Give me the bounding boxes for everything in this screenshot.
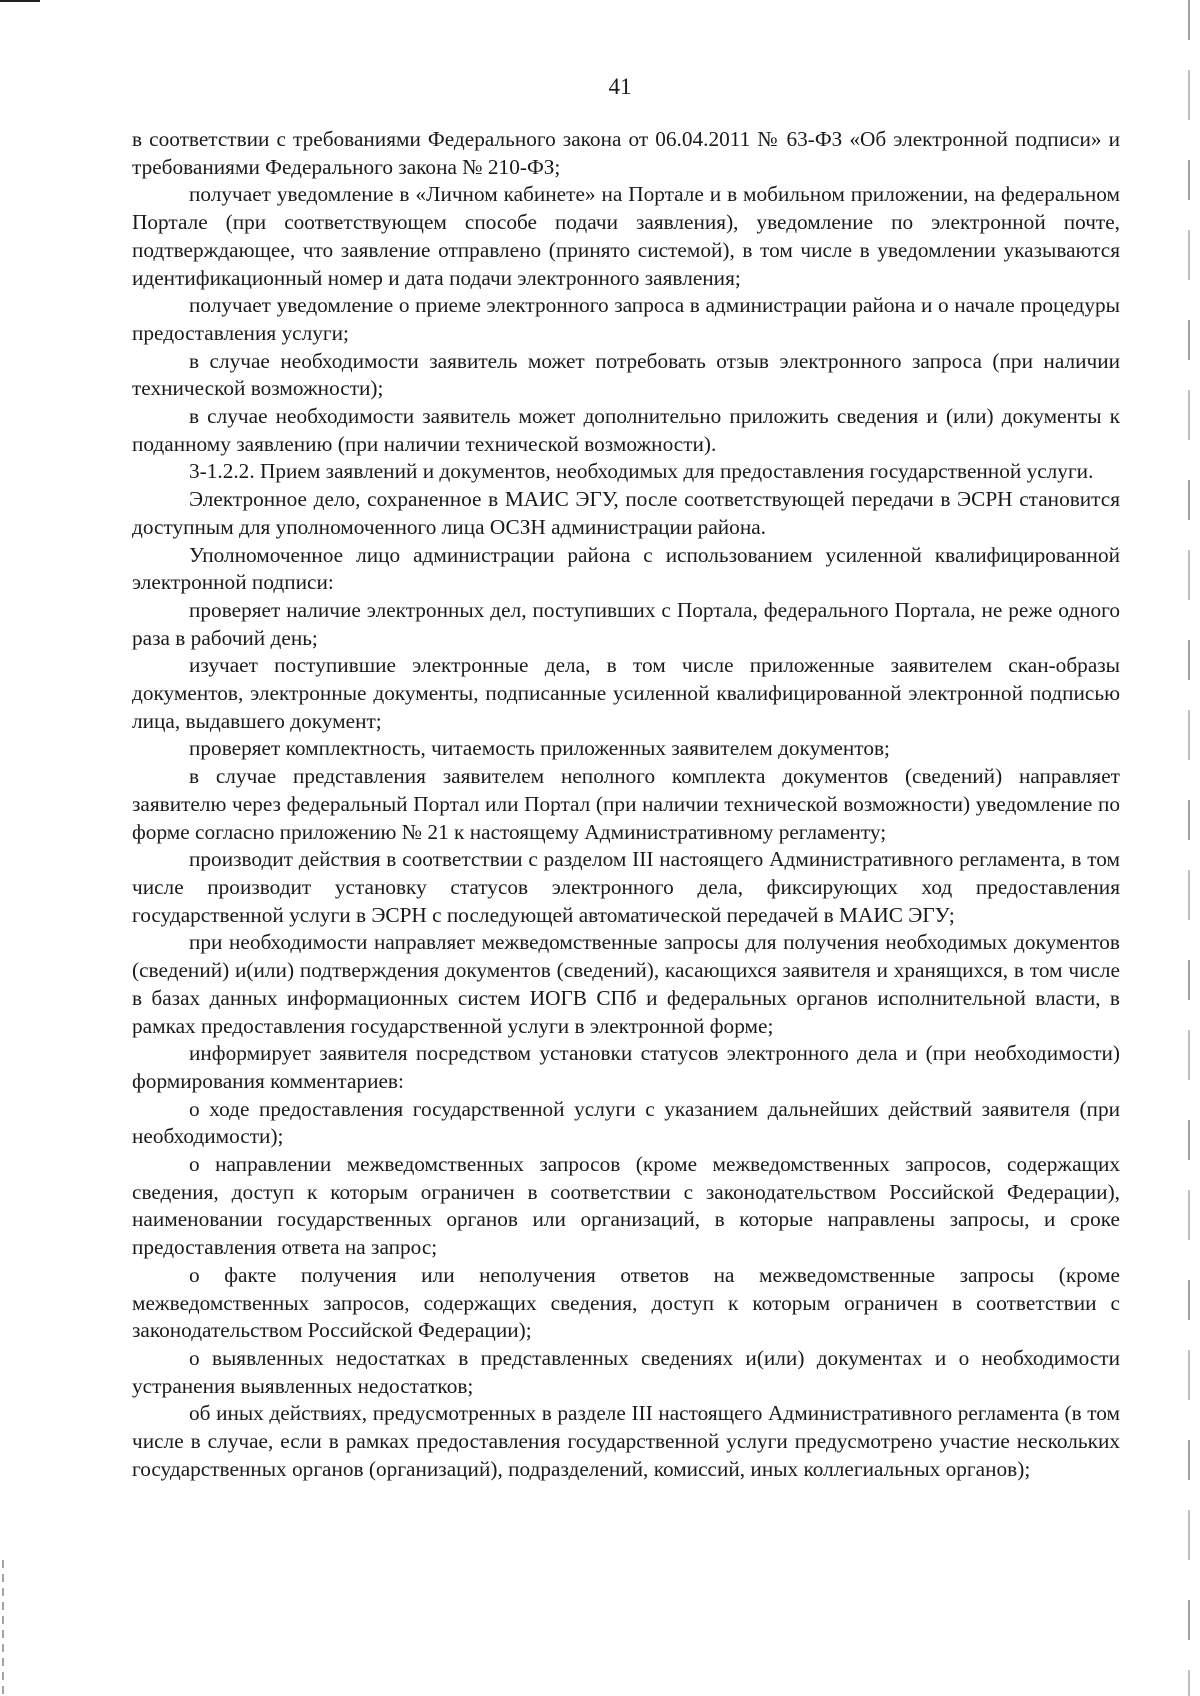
paragraph: при необходимости направляет межведомственные запросы для получения необходимых документов (сведений) и(или) подтверждения документов (сведений), касающихся заявителя и хранящихся, в том числе в базах данных информационных систем ИОГВ СПб и федеральных органов исполнительной власти, в рамках предоставления государственной услуги в электронной форме; (132, 930, 1120, 1038)
paragraph: в соответствии с требованиями Федерального закона от 06.04.2011 № 63-ФЗ «Об электронной подписи» и требованиями Федерального закона № 210-ФЗ; (132, 127, 1120, 179)
document-body (132, 126, 1120, 1483)
page-number: 41 (608, 74, 632, 99)
paragraph: проверяет наличие электронных дел, поступивших с Портала, федерального Портала, не реже одного раза в рабочий день; (132, 597, 1120, 650)
paragraph: Уполномоченное лицо администрации района с использованием усиленной квалифицированной электронной подписи: (132, 542, 1120, 595)
paragraph: в случае представления заявителем неполного комплекта документов (сведений) направляет заявителю через федеральный Портал или Портал (при наличии технической возможности) уведомление по форме согласно приложению № 21 к настоящему Административному регламенту; (132, 764, 1120, 844)
paragraph: Электронное дело, сохраненное в МАИС ЭГУ, после соответствующей передачи в ЭСРН становится доступным для уполномоченного лица ОСЗН администрации района. (132, 487, 1120, 539)
scan-corner-mark (0, 0, 40, 2)
paragraph: о направлении межведомственных запросов (кроме межведомственных запросов, содержащих сведения, доступ к которым ограничен в соответствии с законодательством Российской Федерации), наименовании государственных органов или организаций, в которые направлены запросы, и сроке предоставления ответа на запрос; (132, 1152, 1120, 1260)
paragraph: о факте получения или неполучения ответов на межведомственные запросы (кроме межведомственных запросов, содержащих сведения, доступ к которым ограничен в соответствии с законодательством Российской Федерации); (132, 1262, 1120, 1343)
scan-edge-left (2, 1560, 4, 1696)
paragraph: получает уведомление о приеме электронного запроса в администрации района и о начале процедуры предоставления услуги; (132, 293, 1120, 345)
paragraph: проверяет комплектность, читаемость приложенных заявителем документов; (189, 736, 890, 761)
paragraph: информирует заявителя посредством установки статусов электронного дела и (при необходимости) формирования комментариев: (132, 1041, 1120, 1093)
section-heading: 3-1.2.2. Прием заявлений и документов, необходимых для предоставления государственной услуги. (189, 459, 1094, 484)
paragraph: получает уведомление в «Личном кабинете» на Портале и в мобильном приложении, на федеральном Портале (при соответствующем способе подачи заявления), уведомление по электронной почте, подтверждающее, что заявление отправлено (принято системой), в том числе в уведомлении указываются идентификационный номер и дата подачи электронного заявления; (132, 182, 1120, 290)
paragraph: изучает поступившие электронные дела, в том числе приложенные заявителем скан-образы документов, электронные документы, подписанные усиленной квалифицированной электронной подписью лица, выдавшего документ; (132, 653, 1120, 733)
paragraph: производит действия в соответствии с разделом III настоящего Административного регламента, в том числе производит установку статусов электронного дела, фиксирующих ход предоставления государственной услуги в ЭСРН с последующей автоматической передачей в МАИС ЭГУ; (132, 847, 1120, 927)
scan-edge-right (1188, 0, 1190, 1696)
paragraph: в случае необходимости заявитель может потребовать отзыв электронного запроса (при наличии технической возможности); (132, 348, 1120, 401)
paragraph: о ходе предоставления государственной услуги с указанием дальнейших действий заявителя (при необходимости); (132, 1096, 1120, 1149)
paragraph: о выявленных недостатках в представленных сведениях и(или) документах и о необходимости устранения выявленных недостатков; (132, 1345, 1120, 1398)
paragraph: об иных действиях, предусмотренных в разделе III настоящего Административного регламента (в том числе в случае, если в рамках предоставления государственной услуги предусмотрено участие нескольких государственных органов (организаций), подразделений, комиссий, иных коллегиальных органов); (132, 1401, 1120, 1481)
paragraph: в случае необходимости заявитель может дополнительно приложить сведения и (или) документы к поданному заявлению (при наличии технической возможности). (132, 404, 1120, 456)
